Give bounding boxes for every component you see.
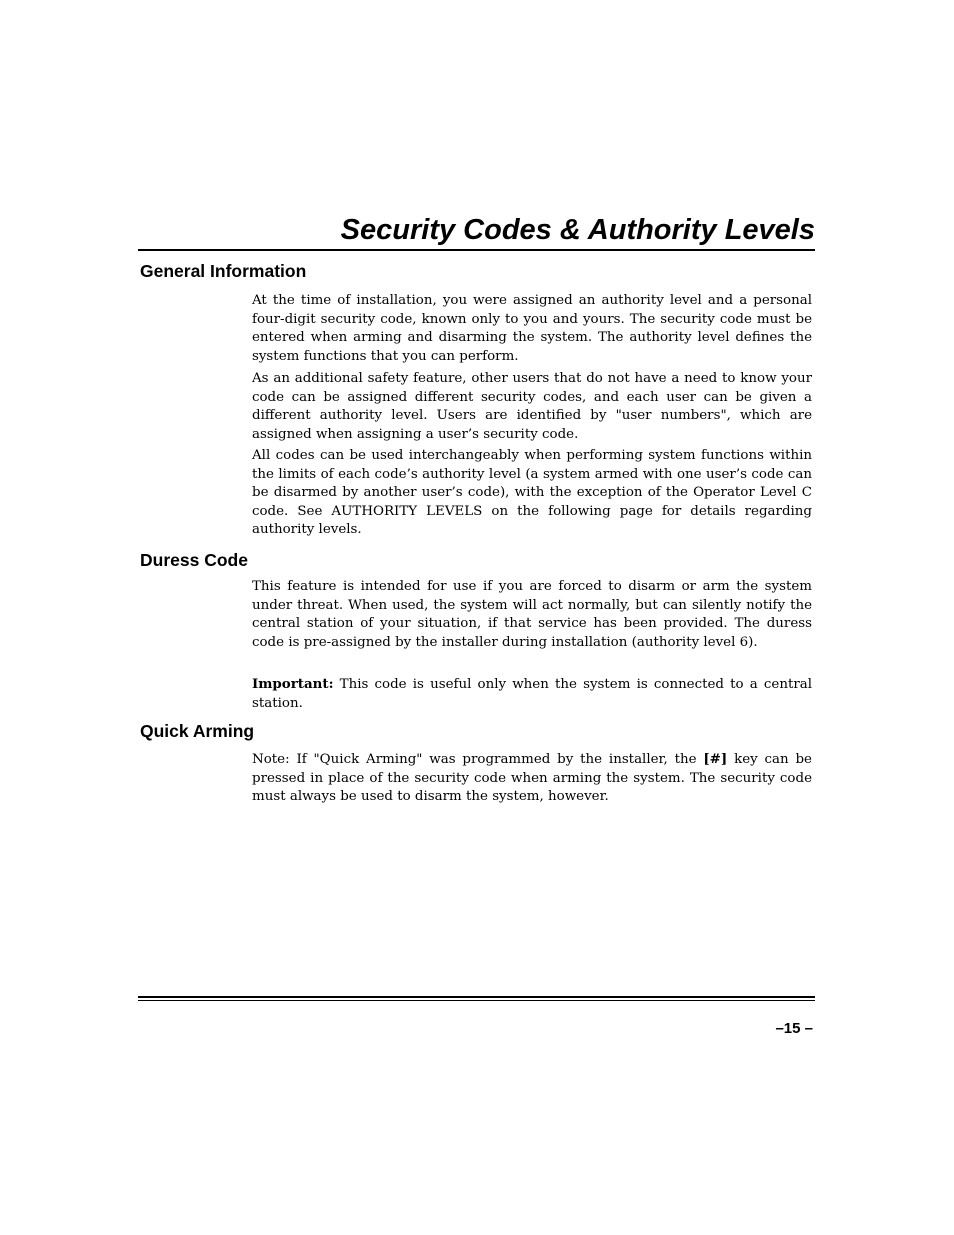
duress-paragraph-1: This feature is intended for use if you are forced to disarm or arm the system under threat. When used, the system will act normally, but can silently notify the central station of your situation, if that service has been provided. The duress code is pre-assigned by the installer during installation (authority level 6). [252, 579, 812, 650]
general-paragraph-2: As an additional safety feature, other users that do not have a need to know your code can be assigned different security codes, and each user can be given a different authority level. Users are identified by "user numbers", which are assigned when assigning a user’s security code. [252, 371, 812, 442]
footer-divider-thick [138, 996, 815, 998]
footer-divider-thin [138, 1000, 815, 1001]
page-number: –15 – [775, 1020, 813, 1037]
general-paragraph-3: All codes can be used interchangeably when performing system functions within the limits of each code’s authority level (a system armed with one user’s code can be disarmed by another user’s code), with the exception of the Operator Level C code. See AUTHORITY LEVELS on the following page for details regarding authority levels. [252, 448, 812, 538]
title-divider [138, 249, 815, 251]
duress-code-heading: Duress Code [140, 550, 248, 570]
quick-arming-note-start: Note: If "Quick Arming" was programmed by the installer, the [252, 752, 704, 767]
important-text: This code is useful only when the system is connected to a central station. [252, 677, 812, 711]
quick-arming-note-end: key can be pressed in place of the security code when arming the system. The security code must always be used to disarm the system, however. [252, 752, 812, 805]
page-title: Security Codes & Authority Levels [340, 214, 815, 246]
quick-arming-heading: Quick Arming [140, 721, 255, 741]
quick-arming-note [252, 750, 812, 807]
important-label: Important: [252, 676, 334, 692]
pound-key-label: [#] [703, 751, 728, 767]
general-information-heading: General Information [140, 261, 307, 281]
general-paragraph-1: At the time of installation, you were assigned an authority level and a personal four-digit security code, known only to you and yours. The security code must be entered when arming and disarming the system. The authority level defines the system functions that you can perform. [252, 293, 812, 364]
duress-important-note [252, 675, 812, 713]
